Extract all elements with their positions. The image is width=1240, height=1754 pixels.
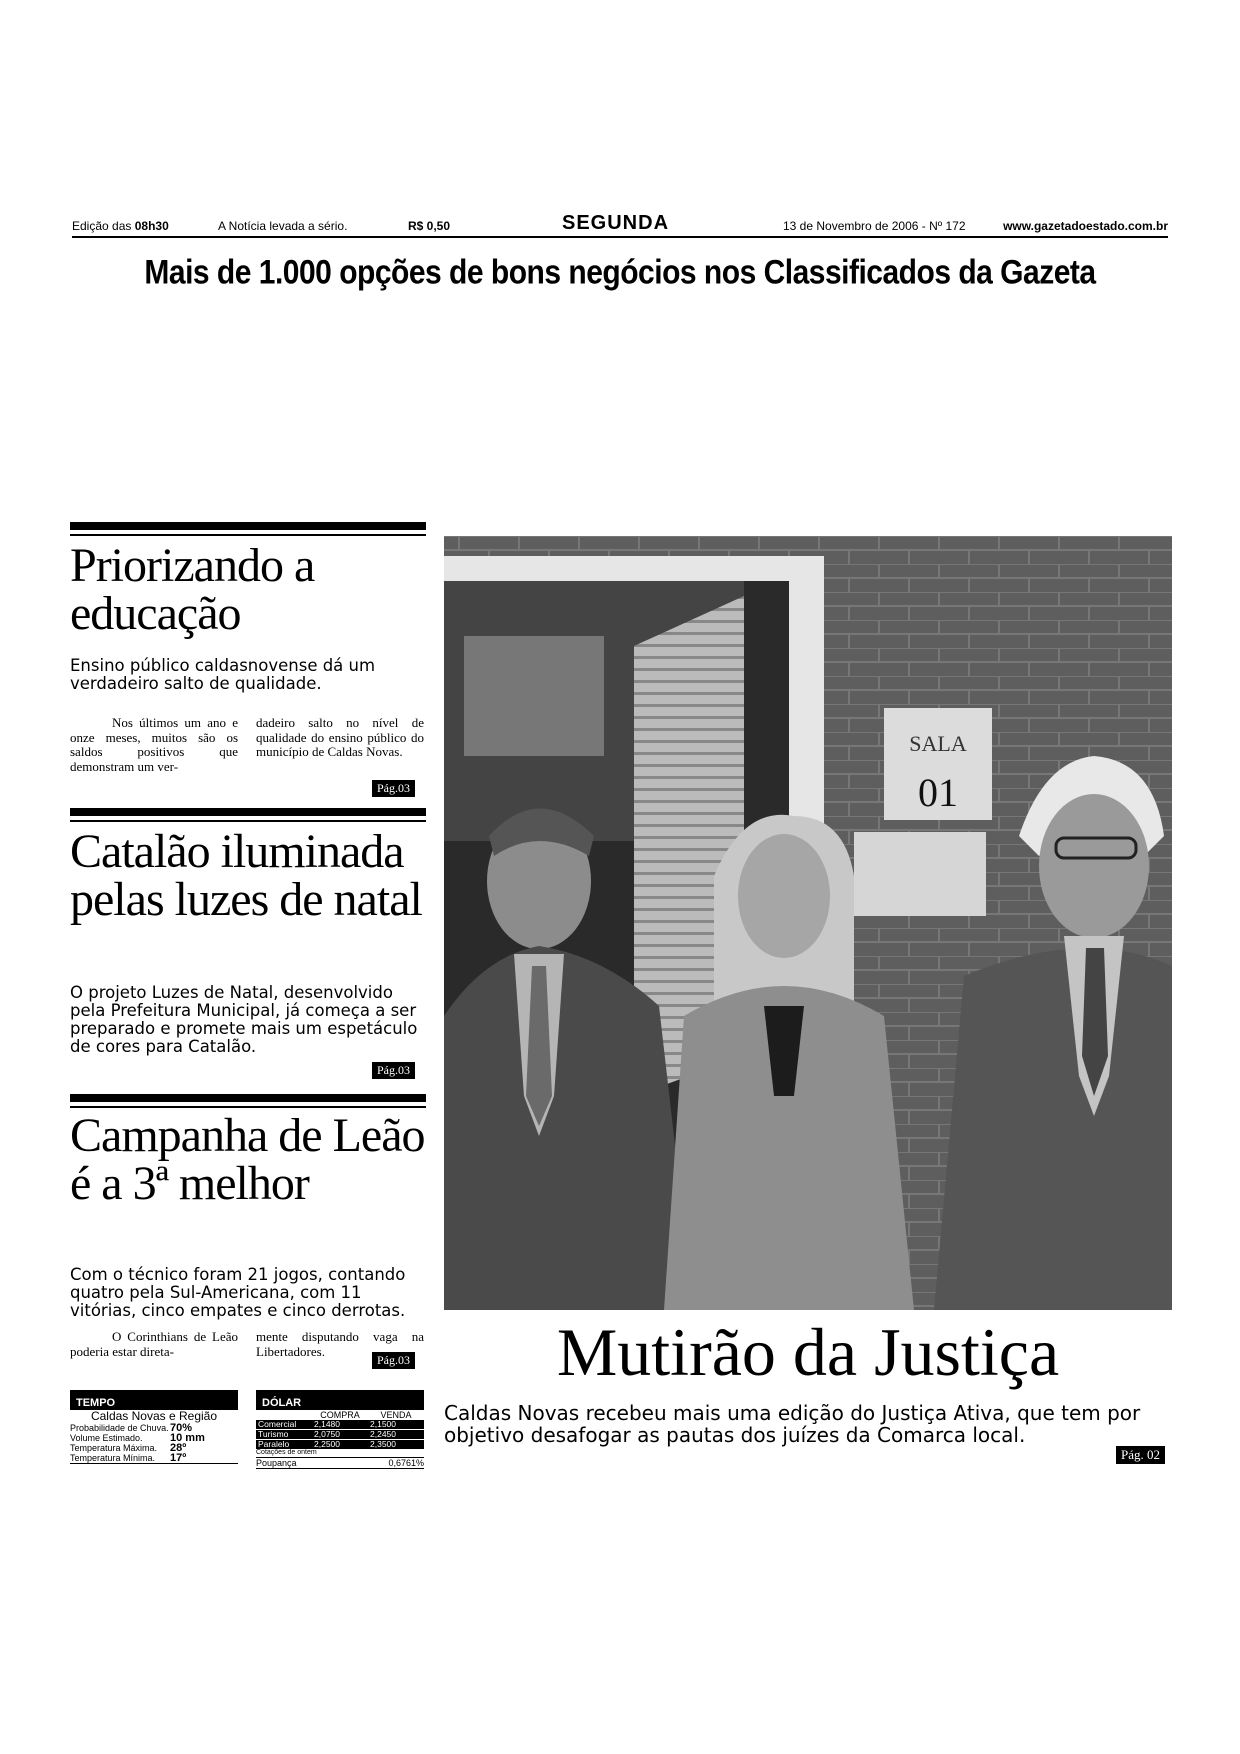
story-deck: O projeto Luzes de Natal, desenvolvido pela Prefeitura Municipal, já começa a ser preparado e promete mais um espetáculo de cores para Catalão. xyxy=(70,983,418,1056)
dollar-body xyxy=(256,1410,424,1469)
weather-title: TEMPO xyxy=(70,1390,238,1410)
story-column: dadeiro salto no nível de qualidade do ensino público do município de Caldas Novas. xyxy=(256,715,424,759)
main-deck: Caldas Novas recebeu mais uma edição do Justiça Ativa, que tem por objetivo desafogar as pautas dos juízes da Comarca local. xyxy=(444,1401,1141,1447)
story-headline[interactable]: Priorizando a educação xyxy=(70,539,315,640)
story-rule xyxy=(70,1106,426,1108)
dollar-row: Paralelo 2,2500 2,3500 xyxy=(256,1439,424,1449)
dollar-title: DÓLAR xyxy=(256,1390,424,1410)
page-reference[interactable]: Pág.03 xyxy=(372,1352,415,1369)
story-rule xyxy=(70,808,426,816)
masthead xyxy=(72,214,1168,238)
weather-box xyxy=(70,1390,238,1464)
page-reference[interactable]: Pág.03 xyxy=(372,1062,415,1079)
savings-row: Poupança 0,6761% xyxy=(256,1458,424,1468)
weather-region: Caldas Novas e Região xyxy=(90,1409,218,1423)
story-headline[interactable]: Campanha de Leão é a 3ª melhor xyxy=(70,1109,425,1210)
weather-row: Probabilidade de Chuva. 70% xyxy=(70,1422,193,1434)
dollar-header-row: COMPRA VENDA xyxy=(320,1410,412,1420)
dollar-row: Comercial 2,1480 2,1500 xyxy=(256,1420,424,1429)
weekday: SEGUNDA xyxy=(562,212,670,234)
story-rule xyxy=(70,522,426,530)
weather-body xyxy=(70,1410,238,1464)
dollar-row: Turismo 2,0750 2,2450 xyxy=(256,1429,424,1439)
lead-photo-illustration xyxy=(444,536,1172,1310)
story-rule xyxy=(70,1094,426,1102)
date-issue: 13 de Novembro de 2006 - Nº 172 xyxy=(783,219,966,233)
price: R$ 0,50 xyxy=(408,219,451,233)
lead-photo[interactable] xyxy=(444,536,1172,1310)
edition-info: Edição das 08h30 xyxy=(72,219,169,233)
story-rule xyxy=(70,534,426,536)
weather-row: Temperatura Mínima. 17º xyxy=(70,1452,187,1464)
dollar-box xyxy=(256,1390,424,1469)
story-headline[interactable]: Catalão iluminada pelas luzes de natal xyxy=(70,825,422,926)
page-reference[interactable]: Pág. 02 xyxy=(1116,1446,1165,1464)
sign-text: SALA xyxy=(909,731,967,756)
dollar-note: Cotações de ontem xyxy=(256,1449,317,1456)
main-headline[interactable]: Mutirão da Justiça xyxy=(556,1314,1060,1390)
story-column: Nos últimos um ano e onze meses, muitos são os saldos positivos que demonstram um ver- xyxy=(70,715,238,774)
story-deck: Com o técnico foram 21 jogos, contando quatro pela Sul-Americana, com 11 vitórias, cinco empates e cinco derrotas. xyxy=(70,1265,406,1320)
sign-number: 01 xyxy=(918,770,958,815)
slogan: A Notícia levada a sério. xyxy=(218,219,348,233)
story-deck: Ensino público caldasnovense dá um verdadeiro salto de qualidade. xyxy=(70,656,376,693)
classifieds-banner: Mais de 1.000 opções de bons negócios nos Classificados da Gazeta xyxy=(144,253,1096,292)
page-reference[interactable]: Pág.03 xyxy=(372,780,415,797)
story-column: O Corinthians de Leão poderia estar direta- xyxy=(70,1329,238,1359)
weather-row: Volume Estimado. 10 mm xyxy=(70,1432,205,1444)
weather-row: Temperatura Máxima. 28º xyxy=(70,1442,187,1454)
story-column: mente disputando vaga na Libertadores. xyxy=(256,1329,424,1359)
website-link[interactable]: www.gazetadoestado.com.br xyxy=(1003,219,1168,233)
story-rule xyxy=(70,820,426,822)
